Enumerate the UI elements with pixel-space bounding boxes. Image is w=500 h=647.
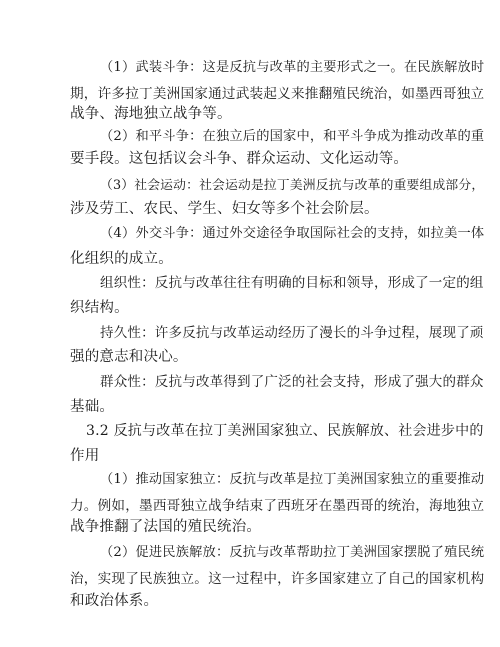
paragraph-liberation-line-2: 治，实现了民族独立。这一过程中，许多国家建立了自己的国家机构 [70,571,485,587]
paragraph-liberation-line-3: 和政治体系。 [70,593,159,609]
paragraph-diplomatic-struggle-line-1: （4）外交斗争：通过外交途径争取国际社会的支持，如拉美一体 [100,226,485,241]
paragraph-social-movement-line-1: （3）社会运动：社会运动是拉丁美洲反抗与改革的重要组成部分， [100,178,485,193]
section-heading-line-2: 作用 [70,448,100,464]
paragraph-peaceful-struggle-line-1: （2）和平斗争：在独立后的国家中，和平斗争成为推动改革的重 [100,129,485,144]
paragraph-independence-line-3: 战争推翻了法国的殖民统治。 [70,519,262,535]
section-heading-line-1: 3.2 反抗与改革在拉丁美洲国家独立、民族解放、社会进步中的 [86,423,484,439]
paragraph-persistence-line-1: 持久性：许多反抗与改革运动经历了漫长的斗争过程，展现了顽 [100,325,484,341]
paragraph-organization-line-1: 组织性：反抗与改革往往有明确的目标和领导，形成了一定的组 [100,275,484,291]
paragraph-diplomatic-struggle-line-2: 化组织的成立。 [70,251,173,267]
paragraph-independence-line-1: （1）推动国家独立：反抗与改革是拉丁美洲国家独立的重要推动 [100,472,485,487]
paragraph-social-movement-line-2: 涉及劳工、农民、学生、妇女等多个社会阶层。 [70,201,379,217]
paragraph-persistence-line-2: 强的意志和决心。 [70,349,188,365]
paragraph-armed-struggle-line-2: 期，许多拉丁美洲国家通过武装起义来推翻殖民统治，如墨西哥独立 [70,86,485,102]
paragraph-mass-character-line-2: 基础。 [70,399,115,415]
paragraph-peaceful-struggle-line-2: 要手段。这包括议会斗争、群众运动、文化运动等。 [70,151,409,167]
paragraph-organization-line-2: 织结构。 [70,300,129,316]
paragraph-independence-line-2: 力。例如，墨西哥独立战争结束了西班牙在墨西哥的统治，海地独立 [70,498,485,514]
paragraph-armed-struggle-line-3: 战争、海地独立战争等。 [70,106,232,122]
paragraph-armed-struggle-line-1: （1）武装斗争：这是反抗与改革的主要形式之一。在民族解放时 [100,60,485,75]
paragraph-mass-character-line-1: 群众性：反抗与改革得到了广泛的社会支持，形成了强大的群众 [100,374,484,390]
paragraph-liberation-line-1: （2）促进民族解放：反抗与改革帮助拉丁美洲国家摆脱了殖民统 [100,545,485,560]
